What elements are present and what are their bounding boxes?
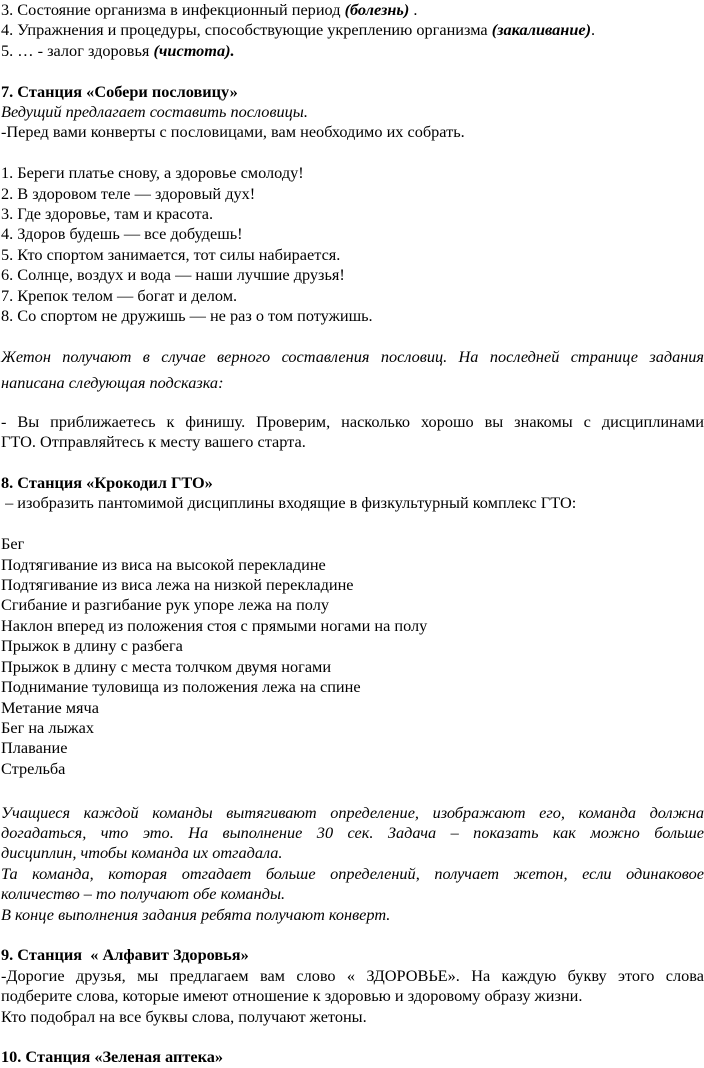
answer-item-3: 3. Состояние организма в инфекционный период (болезнь) .	[1, 0, 418, 19]
answer-item-4: 4. Упражнения и процедуры, способствующие укреплению организма (закаливание).	[1, 20, 596, 40]
list-item: 2. В здоровом теле — здоровый дух!	[1, 183, 256, 203]
station-8-title: 8. Станция «Крокодил ГТО»	[1, 473, 213, 493]
list-item: Бег на лыжах	[1, 717, 95, 737]
list-item: Бег	[1, 534, 25, 554]
station-8-rules: Учащиеся каждой команды вытягивают определение, изображают его, команда должна догадаться, что это. На выполнение 30 сек. Задача – показать как можно больше дисциплин, чтобы команда их отгадала. Та команда, которая отгадает больше определений, получает жетон, если одинаковое количество – то получают обе команды. В конце выполнения задания ребята получают конверт.	[1, 802, 704, 924]
list-item: 5. Кто спортом занимается, тот силы набирается.	[1, 244, 341, 264]
discipline-list	[1, 534, 704, 779]
answer-item-5: 5. … - залог здоровья (чистота).	[1, 40, 235, 60]
list-item: 7. Крепок телом — богат и делом.	[1, 285, 238, 305]
station-9-title: 9. Станция « Алфавит Здоровья»	[1, 945, 249, 965]
station-10-title: 10. Станция «Зеленая аптека»	[1, 1047, 223, 1067]
list-item: 6. Солнце, воздух и вода — наши лучшие друзья!	[1, 265, 345, 285]
station-7-note: Жетон получают в случае верного составления пословиц. На последней странице задания написана следующая подсказка:	[1, 346, 704, 392]
list-item: Прыжок в длину с разбега	[1, 636, 183, 656]
list-item: Стрельба	[1, 758, 66, 778]
list-item: Метание мяча	[1, 697, 99, 717]
list-item: Прыжок в длину с места толчком двумя ногами	[1, 656, 332, 676]
list-item: 4. Здоров будешь — все добудешь!	[1, 224, 243, 244]
list-item: Поднимание туловища из положения лежа на спине	[1, 677, 361, 697]
list-item: Наклон вперед из положения стоя с прямыми ногами на полу	[1, 615, 428, 635]
list-item: Подтягивание из виса на высокой перекладине	[1, 554, 326, 574]
list-item: Подтягивание из виса лежа на низкой перекладине	[1, 575, 354, 595]
station-9-body: -Дорогие друзья, мы предлагаем вам слово « ЗДОРОВЬЕ». На каждую букву этого слова подберите слова, которые имеют отношение к здоровью и здоровому образу жизни. Кто подобрал на все буквы слова, получают жетоны.	[1, 965, 704, 1026]
list-item: 8. Со спортом не дружишь — не раз о том потужишь.	[1, 306, 373, 326]
list-item: 1. Береги платье снову, а здоровье смолоду!	[1, 163, 304, 183]
station-7-intro: -Перед вами конверты с пословицами, вам необходимо их собрать.	[1, 122, 465, 142]
station-7-title: 7. Станция «Собери пословицу»	[1, 81, 238, 101]
proverb-list	[1, 163, 704, 326]
list-item: Плавание	[1, 738, 68, 758]
list-item: 3. Где здоровье, там и красота.	[1, 204, 214, 224]
list-item: Сгибание и разгибание рук упоре лежа на полу	[1, 595, 329, 615]
station-7-hint: - Вы приближаетесь к финишу. Проверим, насколько хорошо вы знакомы с дисциплинами ГТО. Отправляйтесь к месту вашего старта.	[1, 411, 704, 452]
station-7-lead: Ведущий предлагает составить пословицы.	[1, 102, 308, 122]
station-8-intro: – изобразить пантомимой дисциплины входящие в физкультурный комплекс ГТО:	[1, 493, 577, 513]
